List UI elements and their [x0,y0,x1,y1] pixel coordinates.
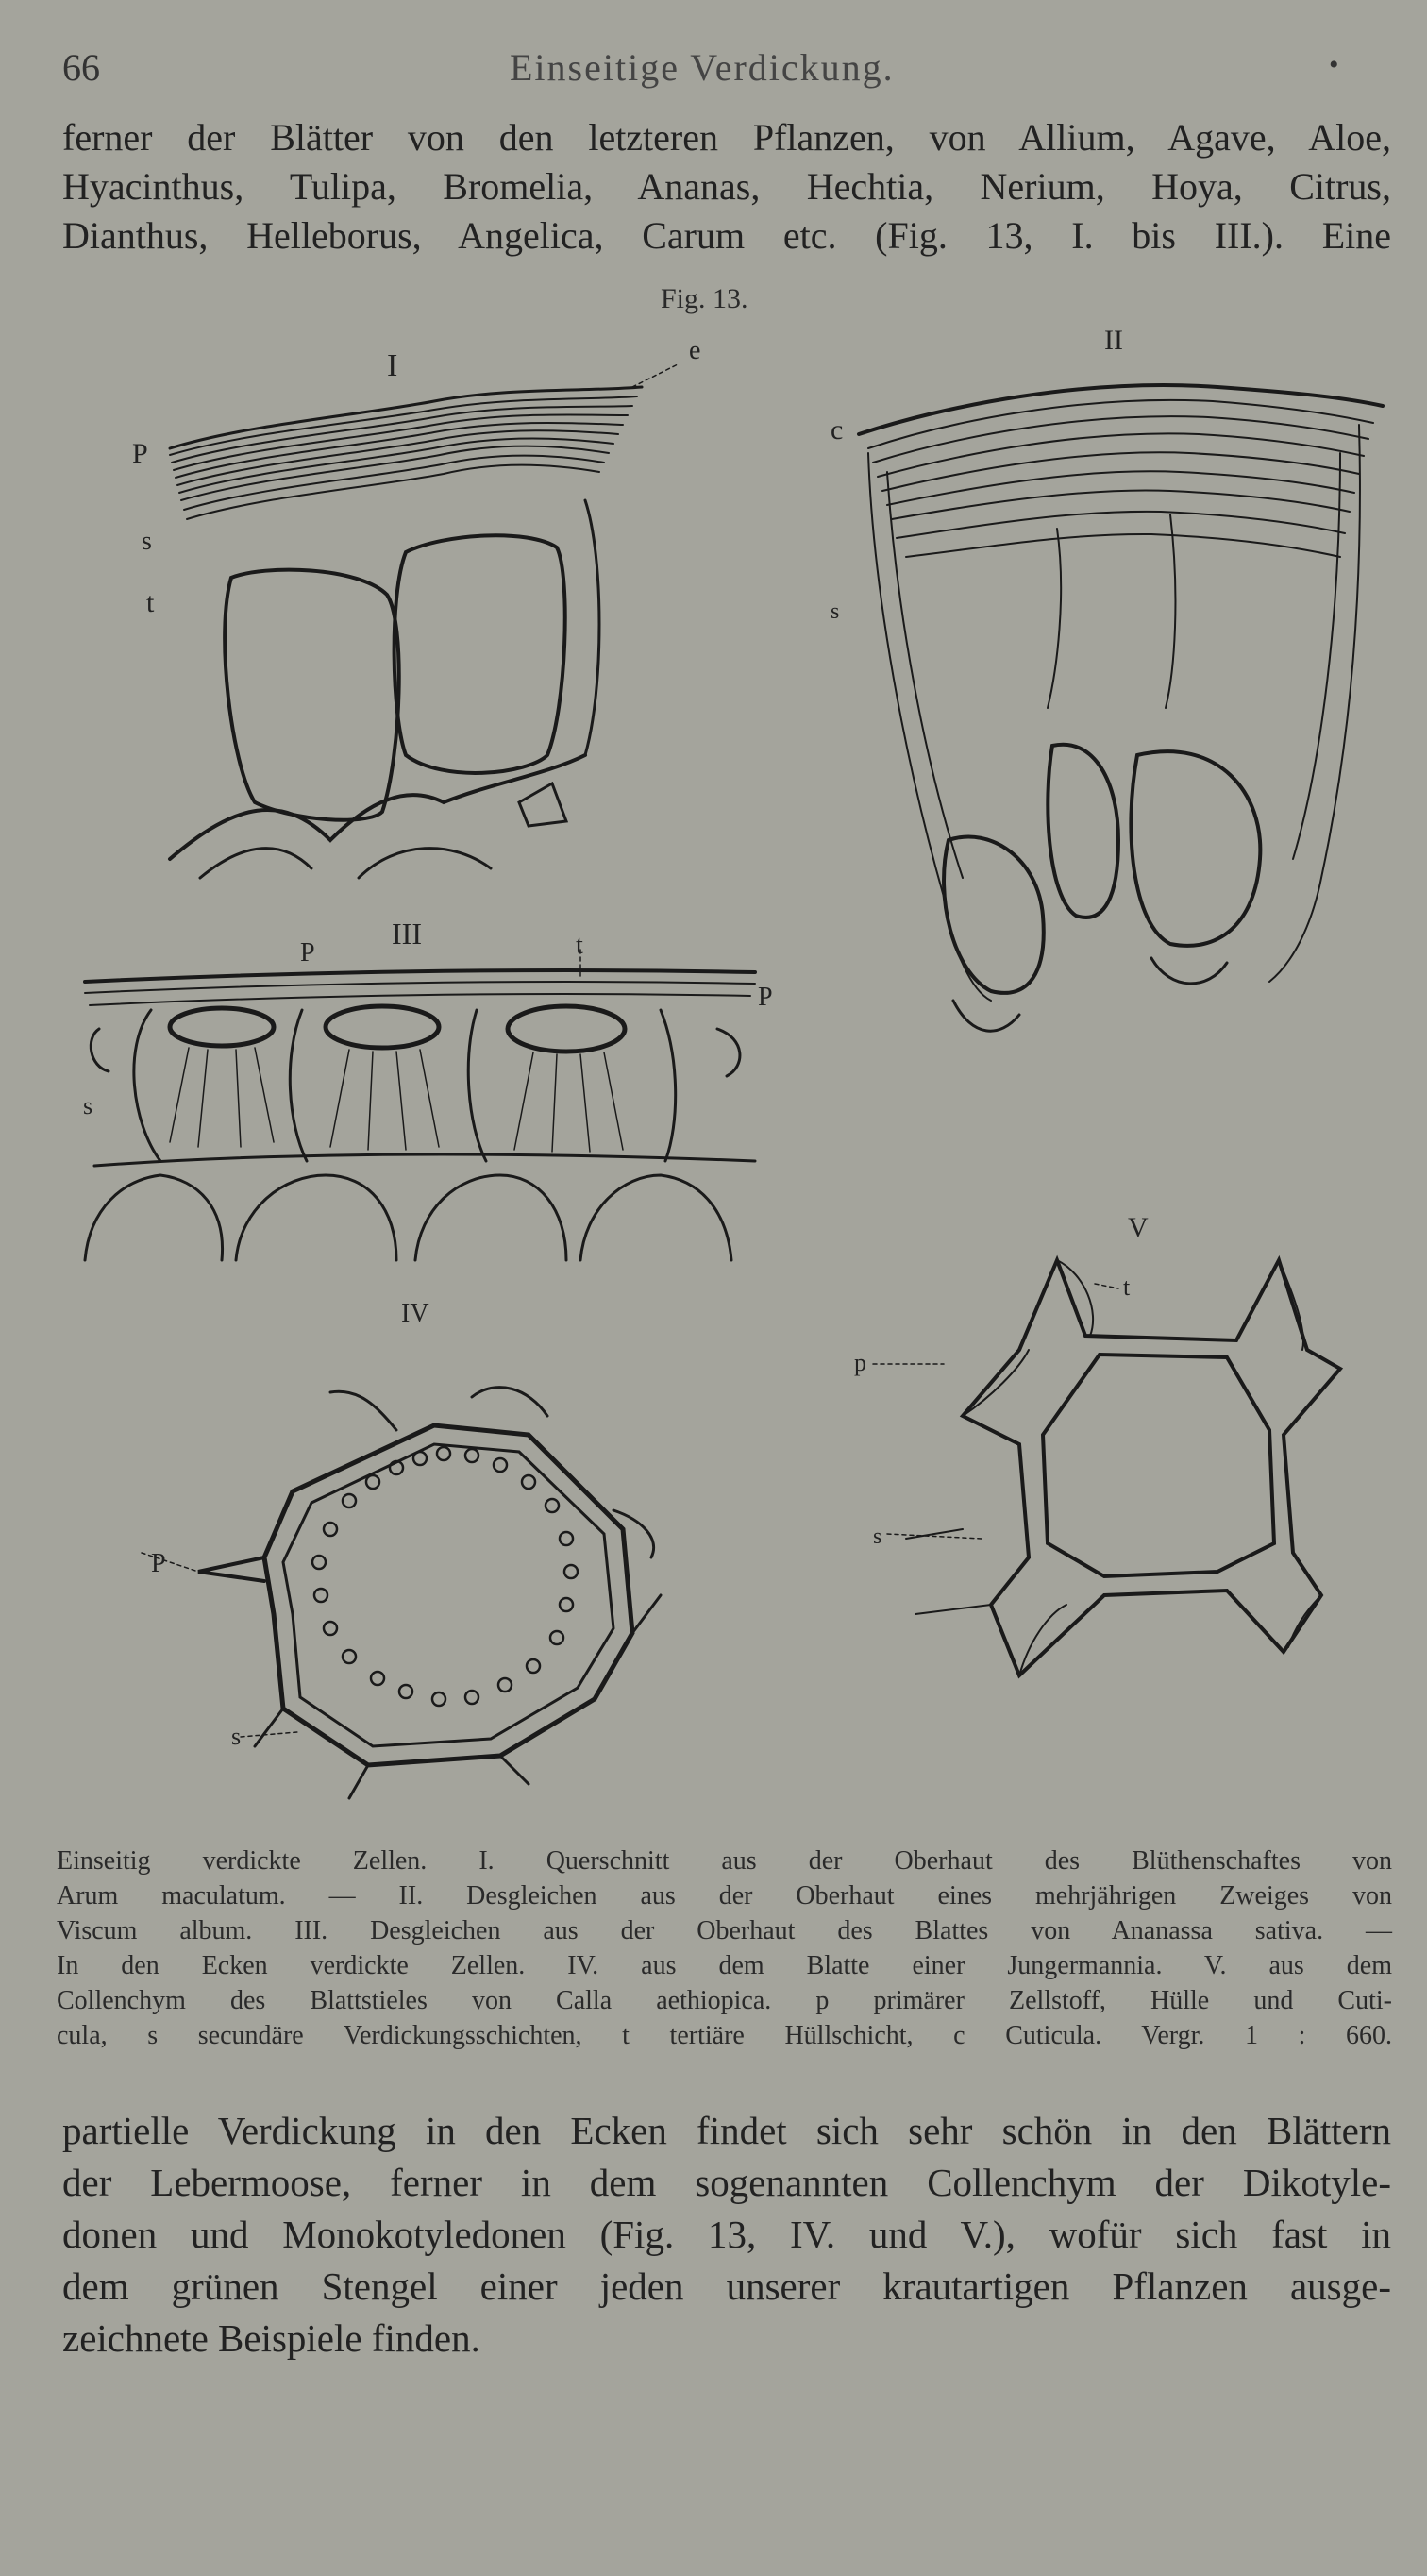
panel-I-drawing [170,363,680,878]
panel-V-label-s: s [873,1524,882,1549]
panel-I-label-e: e [689,336,701,365]
panel-III-drawing [85,970,755,1260]
panel-III-label-p-left: P [300,938,315,968]
intro-paragraph [62,113,1391,261]
panel-V-drawing [873,1260,1340,1675]
panel-I-label-t: t [146,587,155,618]
body-line: zeichnete Beispiele finden. [62,2316,480,2360]
panel-I-label-p: P [132,438,148,469]
body-line: der Lebermoose, ferner in dem sogenannten Collenchym der Dikotyle- [62,2161,1391,2204]
page-number: 66 [62,46,100,89]
figure-caption [57,1844,1392,2053]
caption-line: Einseitig verdickte Zellen. I. Querschnitt aus der Oberhaut des Blüthenschaftes von [57,1846,1392,1876]
panel-I-title: I [387,348,398,383]
panel-V-label-t: t [1123,1273,1131,1301]
figure-13-illustration [0,311,1427,1831]
intro-line: Dianthus, Helleborus, Angelica, Carum etc. (Fig. 13, I. bis III.). Eine [62,214,1391,257]
caption-line: cula, s secundäre Verdickungsschichten, t tertiäre Hüllschicht, c Cuticula. Vergr. 1 : 660. [57,2021,1392,2050]
running-title: Einseitige Verdickung. [510,46,895,89]
caption-line: Arum maculatum. — II. Desgleichen aus der Oberhaut eines mehrjährigen Zweiges von [57,1881,1392,1911]
header-mark: • [1329,49,1339,80]
caption-line: In den Ecken verdickte Zellen. IV. aus dem Blatte einer Jungermannia. V. aus dem [57,1951,1392,1980]
panel-IV-label-s: s [231,1723,242,1750]
panel-II-drawing [859,385,1383,1031]
panel-V-title: V [1128,1212,1149,1243]
body-paragraph [62,2105,1391,2365]
panel-IV-label-p: P [151,1549,166,1578]
body-line: partielle Verdickung in den Ecken findet sich sehr schön in den Blättern [62,2109,1391,2152]
panel-I-label-s: s [142,527,152,556]
panel-III-label-s: s [83,1092,93,1120]
panel-II-label-s: s [831,599,840,624]
panel-IV-drawing [198,1388,661,1798]
panel-II-label-c: c [831,414,844,446]
body-line: donen und Monokotyledonen (Fig. 13, IV. und V.), wofür sich fast in [62,2213,1391,2256]
panel-III-title: III [392,917,422,951]
panel-III-label-p-right: P [758,983,773,1012]
intro-line: ferner der Blätter von den letzteren Pflanzen, von Allium, Agave, Aloe, [62,116,1391,159]
panel-III-label-t: t [576,931,583,960]
panel-V-label-p: p [854,1349,866,1376]
body-line: dem grünen Stengel einer jeden unserer krautartigen Pflanzen ausge- [62,2265,1391,2308]
intro-line: Hyacinthus, Tulipa, Bromelia, Ananas, Hechtia, Nerium, Hoya, Citrus, [62,165,1391,208]
panel-II-title: II [1104,325,1123,356]
caption-line: Collenchym des Blattstieles von Calla aethiopica. p primärer Zellstoff, Hülle und Cuti- [57,1986,1392,2015]
panel-IV-title: IV [401,1299,429,1328]
figure-label: Fig. 13. [661,283,748,314]
caption-line: Viscum album. III. Desgleichen aus der Oberhaut des Blattes von Ananassa sativa. — [57,1916,1392,1945]
